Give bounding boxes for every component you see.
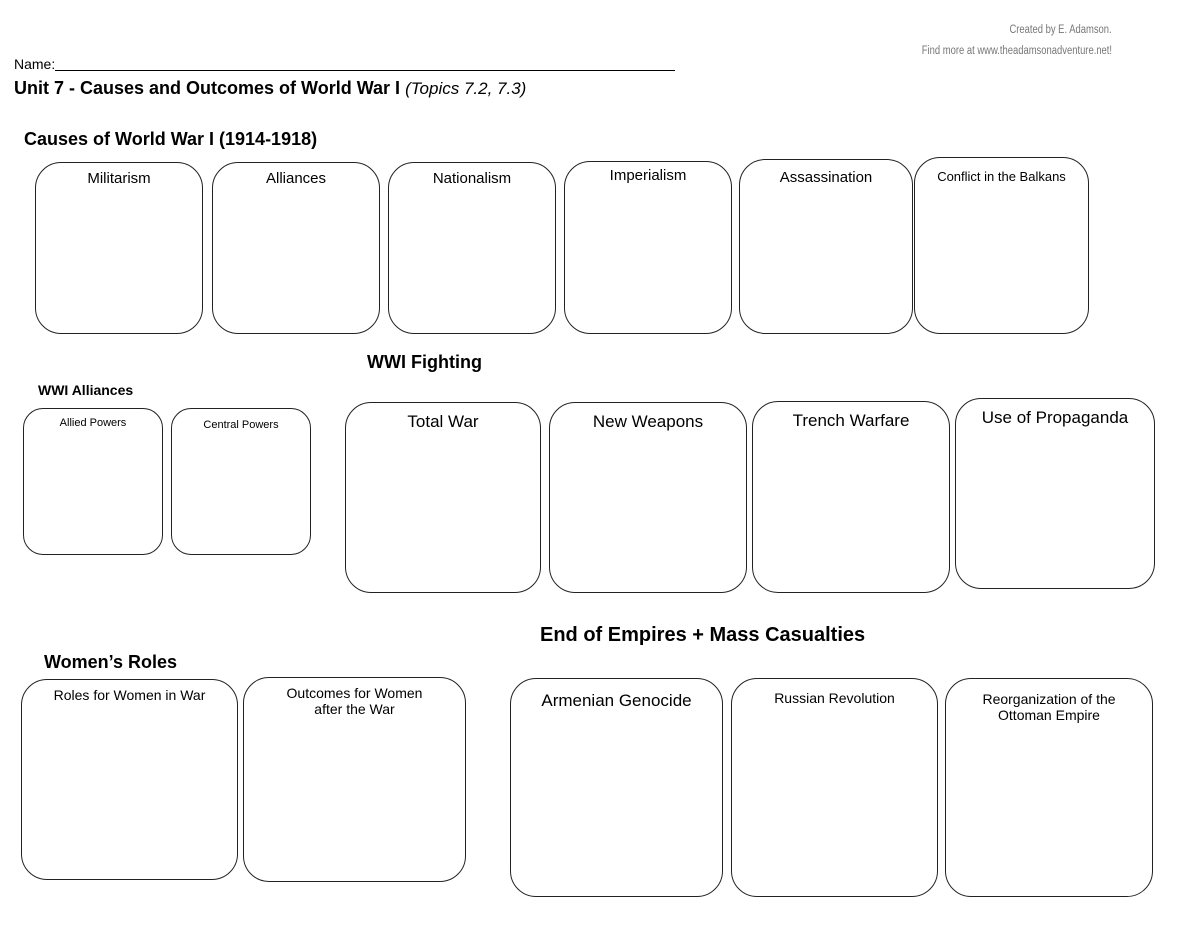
fighting-box-trench-warfare[interactable]: Trench Warfare: [752, 401, 950, 593]
women-box-roles-in-war[interactable]: Roles for Women in War: [21, 679, 238, 880]
credit-website: Find more at www.theadamsonadventure.net!: [921, 45, 1112, 57]
alliance-box-allied-powers[interactable]: Allied Powers: [23, 408, 163, 555]
cause-box-alliances[interactable]: Alliances: [212, 162, 380, 334]
credit-author: Created by E. Adamson.: [1009, 24, 1112, 36]
alliance-box-central-powers[interactable]: Central Powers: [171, 408, 311, 555]
name-blank-line[interactable]: [55, 70, 675, 71]
empires-box-ottoman-reorganization[interactable]: Reorganization of the Ottoman Empire: [945, 678, 1153, 897]
fighting-heading: WWI Fighting: [367, 352, 482, 372]
empires-box-armenian-genocide[interactable]: Armenian Genocide: [510, 678, 723, 897]
alliances-heading: WWI Alliances: [38, 382, 134, 398]
empires-heading: End of Empires + Mass Casualties: [540, 624, 866, 646]
fighting-box-propaganda[interactable]: Use of Propaganda: [955, 398, 1155, 589]
women-heading: Women’s Roles: [44, 652, 178, 672]
women-box-outcomes-after-war[interactable]: Outcomes for Women after the War: [243, 677, 466, 882]
cause-box-imperialism[interactable]: Imperialism: [564, 161, 732, 334]
cause-box-balkans[interactable]: Conflict in the Balkans: [914, 157, 1089, 334]
empires-box-russian-revolution[interactable]: Russian Revolution: [731, 678, 938, 897]
topics-label: (Topics 7.2, 7.3): [405, 79, 527, 98]
page-title: [14, 78, 526, 99]
cause-box-nationalism[interactable]: Nationalism: [388, 162, 556, 334]
name-label: Name:: [14, 56, 56, 72]
name-field[interactable]: [14, 56, 675, 72]
unit-title: Unit 7 - Causes and Outcomes of World War I: [14, 78, 406, 98]
cause-box-assassination[interactable]: Assassination: [739, 159, 913, 334]
cause-box-militarism[interactable]: Militarism: [35, 162, 203, 334]
fighting-box-total-war[interactable]: Total War: [345, 402, 541, 593]
causes-heading: Causes of World War I (1914-1918): [24, 129, 318, 149]
fighting-box-new-weapons[interactable]: New Weapons: [549, 402, 747, 593]
